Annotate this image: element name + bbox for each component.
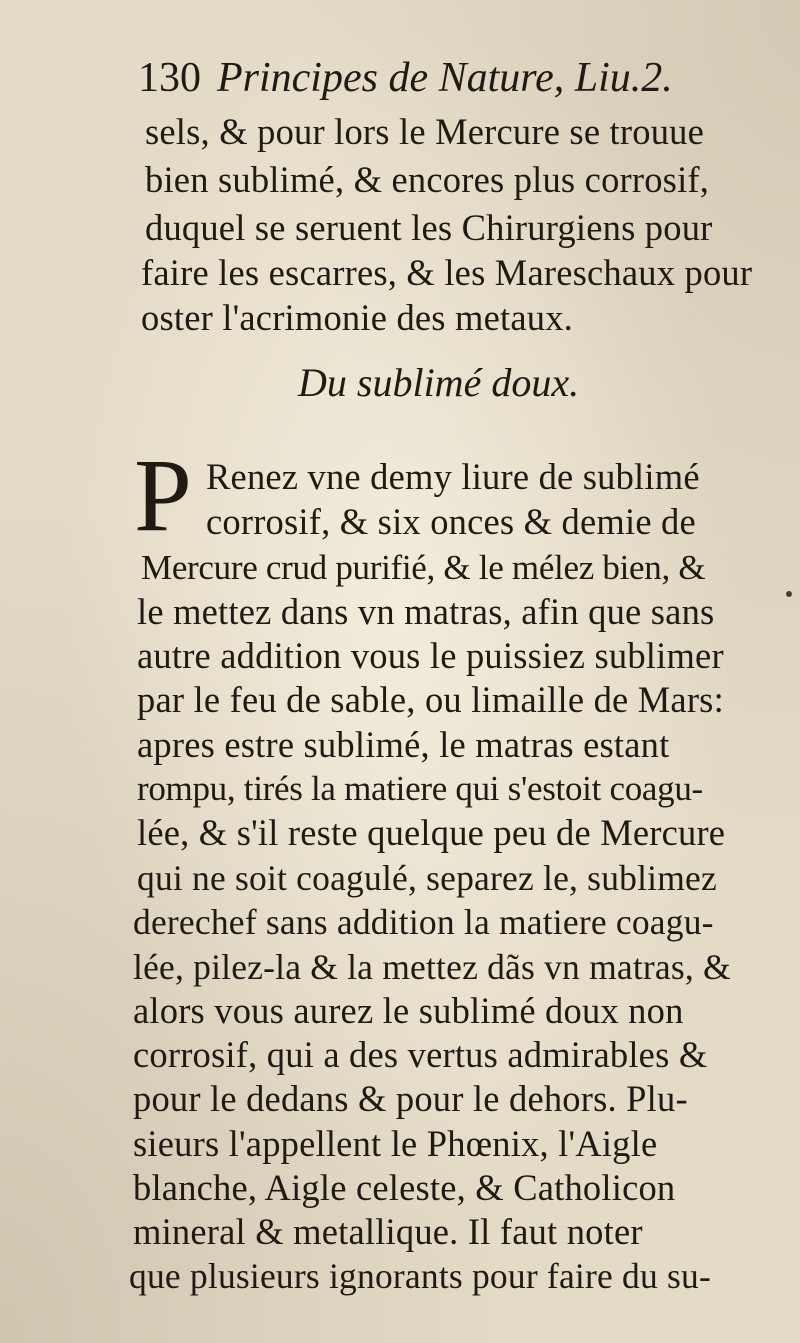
text-line: blanche, Aigle celeste, & Catholicon bbox=[133, 1167, 676, 1208]
text-line: par le feu de sable, ou limaille de Mars: bbox=[137, 679, 724, 720]
section-heading: Du sublimé doux. bbox=[298, 360, 580, 405]
text-line: Mercure crud purifié, & le mélez bien, & bbox=[141, 548, 706, 587]
text-line: rompu, tirés la matiere qui s'estoit coagu- bbox=[137, 769, 703, 808]
text-line: lée, pilez-la & la mettez dãs vn matras, & bbox=[133, 947, 731, 987]
text-line: lée, & s'il reste quelque peu de Mercure bbox=[137, 812, 726, 853]
text-line: que plusieurs ignorants pour faire du su- bbox=[129, 1256, 711, 1296]
text-line: autre addition vous le puissiez sublimer bbox=[137, 635, 724, 676]
text-line: alors vous aurez le sublimé doux non bbox=[133, 990, 684, 1031]
drop-cap: P bbox=[134, 438, 192, 553]
text-line: faire les escarres, & les Mareschaux pour bbox=[141, 252, 753, 293]
text-line: pour le dedans & pour le dehors. Plu- bbox=[133, 1078, 688, 1119]
text-line: corrosif, & six onces & demie de bbox=[206, 501, 696, 542]
running-title: Principes de Nature, Liu.2. bbox=[217, 55, 673, 101]
text-line: mineral & metallique. Il faut noter bbox=[133, 1211, 643, 1252]
text-line: derechef sans addition la matiere coagu- bbox=[133, 902, 714, 942]
text-line: corrosif, qui a des vertus admirables & bbox=[133, 1034, 708, 1075]
text-line: sieurs l'appellent le Phœnix, l'Aigle bbox=[133, 1123, 658, 1164]
text-line: sels, & pour lors le Mercure se trouue bbox=[145, 111, 705, 152]
text-line: apres estre sublimé, le matras estant bbox=[137, 724, 670, 765]
text-line: le mettez dans vn matras, afin que sans bbox=[137, 591, 715, 632]
text-line: bien sublimé, & encores plus corrosif, bbox=[145, 159, 710, 200]
text-line: duquel se seruent les Chirurgiens pour bbox=[145, 207, 713, 248]
text-line: Renez vne demy liure de sublimé bbox=[206, 456, 700, 497]
page-number: 130 bbox=[138, 55, 201, 101]
text-line: oster l'acrimonie des metaux. bbox=[141, 297, 573, 338]
text-line: qui ne soit coagulé, separez le, sublimez bbox=[137, 858, 717, 898]
